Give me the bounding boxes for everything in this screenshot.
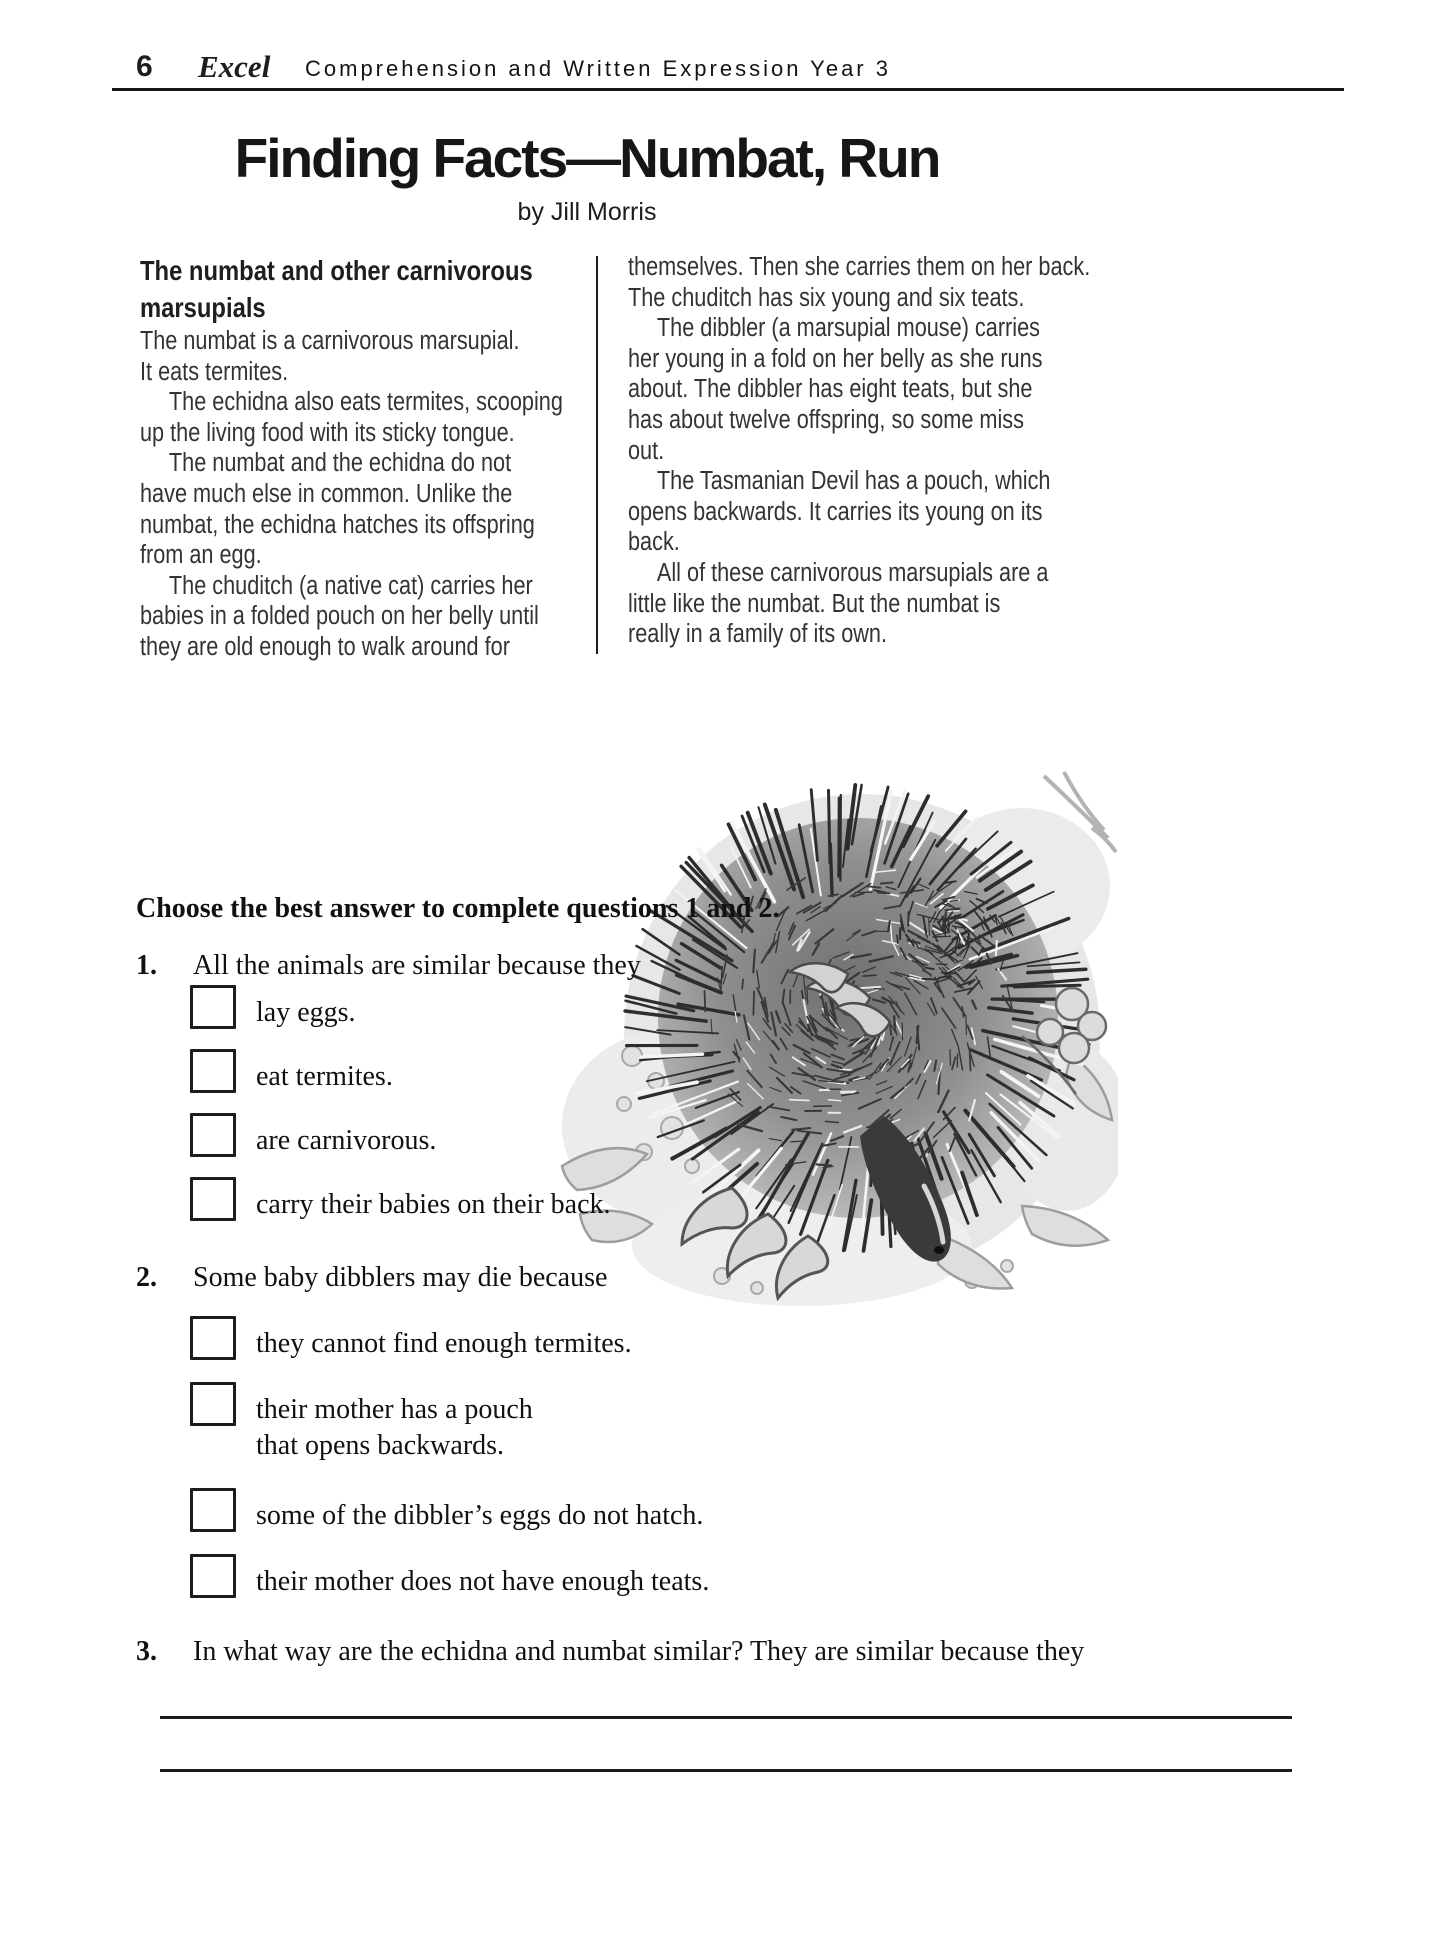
article-title: Finding Facts—Numbat, Run (234, 127, 940, 189)
byline-wrap (112, 198, 1062, 227)
answer-option-row (190, 1488, 703, 1534)
passage-line: out. (628, 436, 665, 465)
passage-line: little like the numbat. But the numbat is (628, 589, 1001, 618)
passage-line: The Tasmanian Devil has a pouch, which (656, 467, 1051, 496)
question-3-text: In what way are the echidna and numbat similar? They are similar because they (193, 1636, 1085, 1667)
column-divider (596, 256, 598, 654)
answer-checkbox[interactable] (190, 1113, 236, 1157)
question-2-number: 2. (136, 1262, 157, 1293)
passage-line: The chuditch has six young and six teats. (628, 283, 1025, 312)
header-rule (112, 88, 1344, 91)
passage-line: her young in a fold on her belly as she runs (628, 344, 1043, 373)
option-label: carry their babies on their back. (256, 1189, 611, 1220)
question-1-text: All the animals are similar because they (193, 950, 641, 981)
option-label: some of the dibbler’s eggs do not hatch. (256, 1500, 704, 1531)
passage-line: numbat, the echidna hatches its offspring (140, 510, 535, 539)
answer-option-row (190, 1177, 611, 1223)
answer-option-row (190, 1049, 393, 1095)
passage-line: babies in a folded pouch on her belly until (140, 602, 539, 631)
question-2-text: Some baby dibblers may die because (193, 1262, 608, 1293)
passage-line: The chuditch (a native cat) carries her (168, 571, 533, 600)
passage-line: It eats termites. (140, 357, 289, 386)
passage-line: The numbat is a carnivorous marsupial. (140, 327, 520, 355)
brand-logo: Excel (198, 49, 271, 84)
answer-checkbox[interactable] (190, 985, 236, 1029)
passage-line: The numbat and the echidna do not (168, 449, 512, 478)
answer-option-row (190, 1316, 632, 1362)
answer-write-line[interactable] (160, 1769, 1292, 1772)
answer-option-row (190, 1113, 436, 1159)
question-1-number: 1. (136, 950, 157, 981)
passage-line: marsupials (140, 292, 266, 323)
article-byline: by Jill Morris (517, 198, 657, 226)
answer-option-row (190, 1382, 533, 1464)
echidna-illustration (552, 736, 1118, 1314)
passage-line: themselves. Then she carries them on her back. (628, 253, 1091, 281)
passage-line: have much else in common. Unlike the (140, 479, 513, 508)
passage-line: opens backwards. It carries its young on its (628, 497, 1043, 526)
option-label: are carnivorous. (256, 1125, 437, 1156)
option-label: their mother has a pouch that opens backwards. (256, 1394, 533, 1461)
passage-line: about. The dibbler has eight teats, but she (628, 375, 1033, 404)
option-label: eat termites. (256, 1061, 393, 1092)
passage-line: up the living food with its sticky tongue. (140, 418, 515, 447)
option-label: they cannot find enough termites. (256, 1328, 632, 1359)
passage-line: has about twelve offspring, so some miss (628, 405, 1024, 434)
passage-line: The dibbler (a marsupial mouse) carries (656, 314, 1040, 343)
question-3-number: 3. (136, 1636, 157, 1667)
page-number: 6 (136, 50, 153, 83)
answer-checkbox[interactable] (190, 1488, 236, 1532)
answer-option-row (190, 1554, 709, 1600)
answer-checkbox[interactable] (190, 1382, 236, 1426)
answer-checkbox[interactable] (190, 1177, 236, 1221)
answer-checkbox[interactable] (190, 1554, 236, 1598)
passage-line: back. (628, 528, 680, 557)
question-2 (136, 1262, 607, 1294)
passage-line: they are old enough to walk around for (140, 632, 510, 661)
answer-option-row (190, 985, 356, 1031)
series-title: Comprehension and Written Expression Year 3 (305, 56, 891, 81)
passage-line: really in a family of its own. (628, 620, 887, 649)
answer-write-line[interactable] (160, 1716, 1292, 1719)
title-wrap (112, 126, 1062, 190)
passage-line: All of these carnivorous marsupials are a (656, 558, 1049, 587)
passage-left-column (140, 252, 563, 663)
question-3 (136, 1636, 1084, 1668)
question-1 (136, 950, 641, 982)
option-label: lay eggs. (256, 997, 356, 1028)
passage-line: The numbat and other carnivorous (140, 255, 533, 286)
passage-right-column (628, 252, 1091, 650)
answer-checkbox[interactable] (190, 1316, 236, 1360)
passage-line: from an egg. (140, 541, 262, 570)
passage-line: The echidna also eats termites, scooping (168, 388, 563, 417)
option-label: their mother does not have enough teats. (256, 1566, 710, 1597)
instruction-text: Choose the best answer to complete questions 1 and 2. (136, 893, 780, 924)
answer-checkbox[interactable] (190, 1049, 236, 1093)
